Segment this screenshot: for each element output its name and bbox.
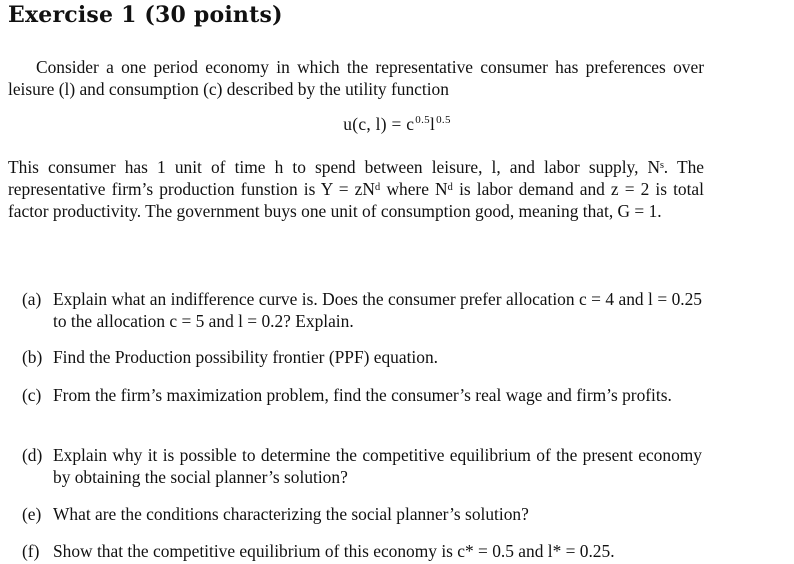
utility-function [0, 114, 794, 135]
setup-paragraph: This consumer has 1 unit of time h to spend between leisure, l, and labor supply, Nˢ. The representative firm’s production funstion is Y = zNᵈ where Nᵈ is labor demand and z = 2 is total factor productivity. The government buys one unit of consumption good, meaning that, G = 1. [8, 157, 704, 221]
part-label: (b) [22, 347, 43, 367]
part-text: Explain what an indifference curve is. Does the consumer prefer allocation c = 4 and l = 0.25 to the allocation c = 5 and l = 0.2? Explain. [53, 289, 702, 331]
part-text: Find the Production possibility frontier (PPF) equation. [53, 347, 438, 367]
part-text: Show that the competitive equilibrium of this economy is c* = 0.5 and l* = 0.25. [53, 541, 615, 561]
intro-paragraph: Consider a one period economy in which the representative consumer has preferences over leisure (l) and consumption (c) described by the utility function [8, 57, 704, 99]
part-text: From the firm’s maximization problem, find the consumer’s real wage and firm’s profits. [53, 385, 672, 405]
question-part-f [22, 540, 702, 562]
part-label: (c) [22, 385, 42, 405]
utility-lhs: u(c, l) = c [343, 114, 415, 134]
part-label: (f) [22, 541, 40, 561]
part-label: (a) [22, 289, 42, 309]
utility-exponent-c: 0.5 [415, 114, 430, 126]
part-text: What are the conditions characterizing the social planner’s solution? [53, 504, 529, 524]
question-part-c [22, 384, 702, 406]
question-part-d [22, 444, 702, 488]
part-label: (d) [22, 445, 43, 465]
exercise-title: Exercise 1 (30 points) [8, 2, 283, 28]
utility-exponent-l: 0.5 [436, 114, 451, 126]
part-text: Explain why it is possible to determine the competitive equilibrium of the present economy by obtaining the social planner’s solution? [53, 445, 702, 487]
part-label: (e) [22, 504, 42, 524]
utility-leisure-var: l [429, 114, 436, 134]
question-part-a [22, 288, 702, 332]
question-part-b [22, 346, 702, 368]
question-part-e [22, 503, 702, 525]
